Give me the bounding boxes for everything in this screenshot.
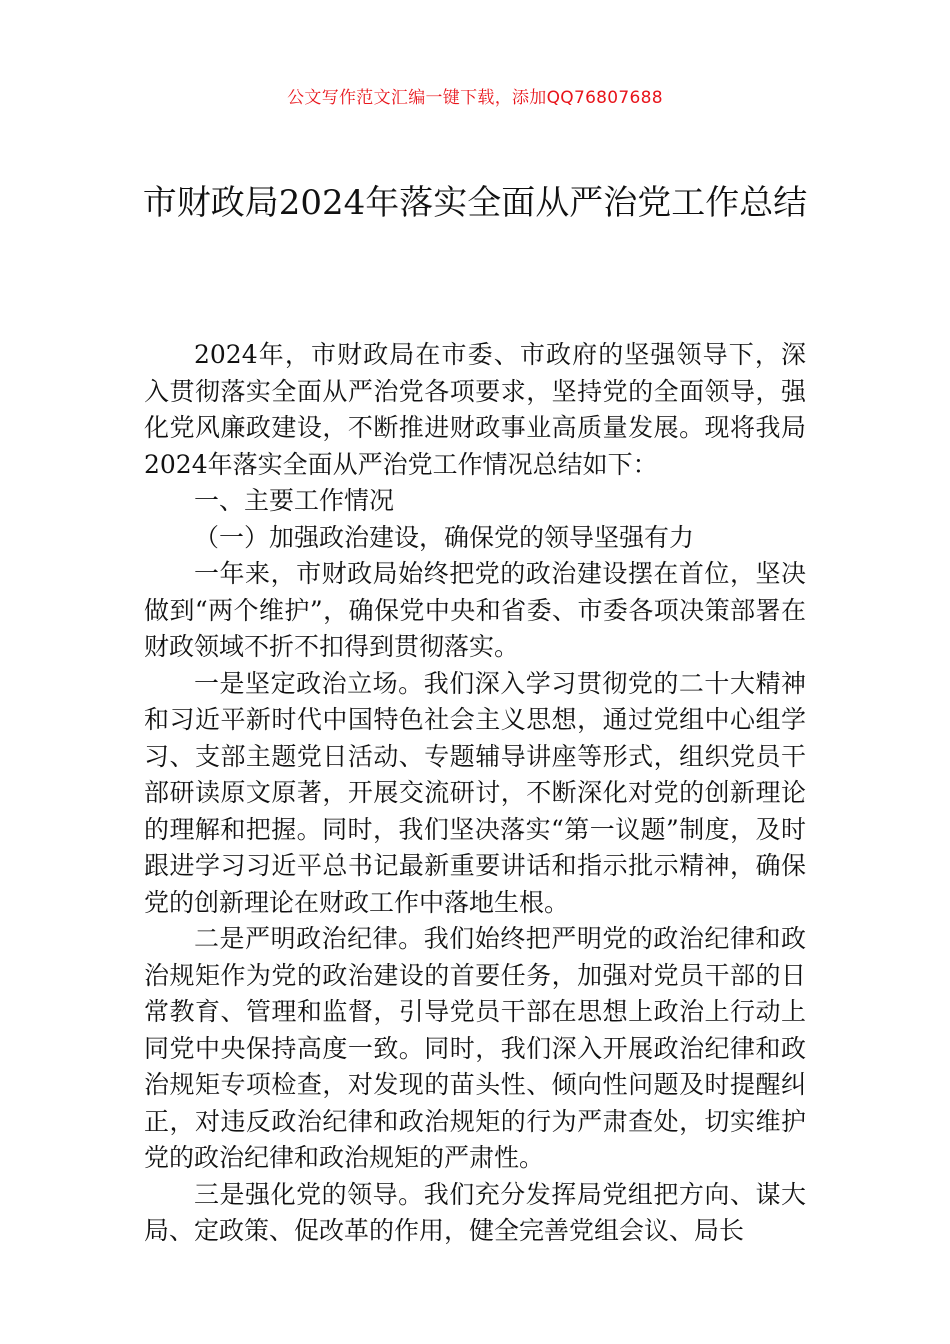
intro-paragraph: 2024年，市财政局在市委、市政府的坚强领导下，深入贯彻落实全面从严治党各项要求，坚持党的全面领导，强化党风廉政建设，不断推进财政事业高质量发展。现将我局2024年落实全面从严治党工作情况总结如下： — [144, 340, 806, 479]
subsection-heading: （一）加强政治建设，确保党的领导坚强有力 — [194, 522, 695, 552]
document-body — [144, 337, 806, 1250]
section-heading: 一、主要工作情况 — [194, 486, 395, 515]
promo-banner: 公文写作范文汇编一键下载，添加QQ76807688 — [287, 88, 663, 108]
body-paragraph: 一年来，市财政局始终把党的政治建设摆在首位，坚决做到“两个维护”，确保党中央和省委、市委各项决策部署在财政领域不折不扣得到贯彻落实。 — [144, 559, 806, 661]
document-title: 市财政局2024年落实全面从严治党工作总结 — [142, 183, 808, 223]
body-paragraph: 一是坚定政治立场。我们深入学习贯彻党的二十大精神和习近平新时代中国特色社会主义思想，通过党组中心组学习、支部主题党日活动、专题辅导讲座等形式，组织党员干部研读原文原著，开展交流研讨，不断深化对党的创新理论的理解和把握。同时，我们坚决落实“第一议题”制度，及时跟进学习习近平总书记最新重要讲话和指示批示精神，确保党的创新理论在财政工作中落地生根。 — [144, 668, 806, 917]
body-paragraph: 三是强化党的领导。我们充分发挥局党组把方向、谋大局、定政策、促改革的作用，健全完善党组会议、局长 — [144, 1179, 806, 1245]
body-paragraph: 二是严明政治纪律。我们始终把严明党的政治纪律和政治规矩作为党的政治建设的首要任务，加强对党员干部的日常教育、管理和监督，引导党员干部在思想上政治上行动上同党中央保持高度一致。同时，我们深入开展政治纪律和政治规矩专项检查，对发现的苗头性、倾向性问题及时提醒纠正，对违反政治纪律和政治规矩的行为严肃查处，切实维护党的政治纪律和政治规矩的严肃性。 — [144, 924, 806, 1172]
